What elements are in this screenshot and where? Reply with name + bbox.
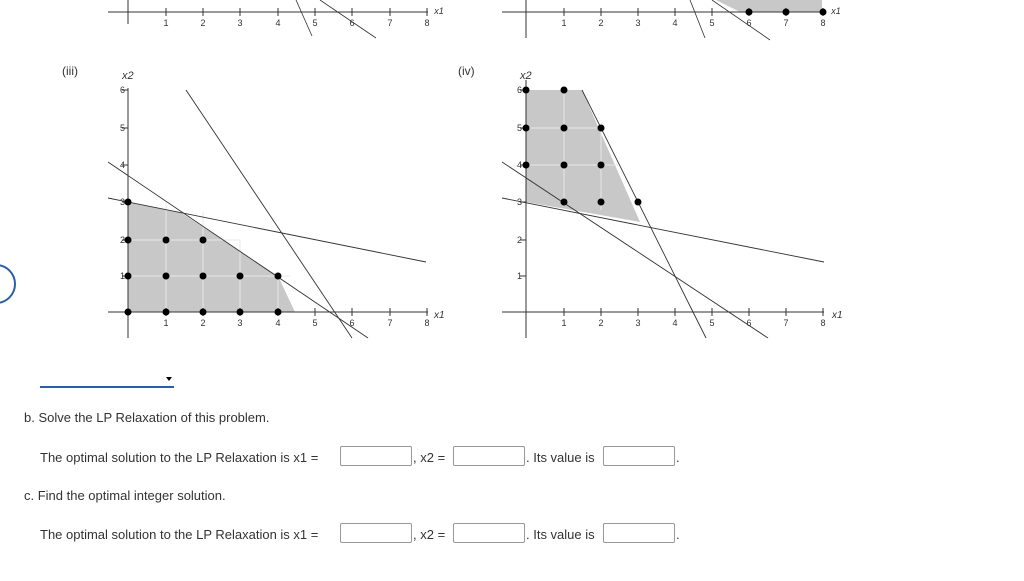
svg-text:6: 6 bbox=[746, 318, 752, 328]
graph-iii-label: (iii) bbox=[62, 64, 78, 78]
svg-text:7: 7 bbox=[783, 18, 789, 28]
svg-text:8: 8 bbox=[424, 318, 430, 328]
graph-iii-x2-label: x2 bbox=[122, 70, 134, 82]
svg-text:3: 3 bbox=[119, 197, 125, 207]
graph-iii-x1-label: x1 bbox=[434, 310, 445, 321]
top-left-graph-fragment bbox=[108, 0, 428, 38]
graph-select-dropdown[interactable] bbox=[40, 374, 174, 388]
svg-text:4: 4 bbox=[516, 160, 522, 170]
svg-text:2: 2 bbox=[598, 18, 604, 28]
question-c-value-label: . Its value is bbox=[526, 527, 595, 542]
graph-iii bbox=[108, 88, 428, 338]
svg-text:2: 2 bbox=[200, 318, 206, 328]
svg-text:4: 4 bbox=[275, 318, 281, 328]
question-c-sentence: The optimal solution to the LP Relaxation is x1 = bbox=[40, 527, 319, 542]
graph-iv bbox=[502, 80, 824, 338]
svg-text:3: 3 bbox=[516, 197, 522, 207]
question-c-x1-input[interactable] bbox=[340, 523, 412, 543]
graph-iv-x1-label: x1 bbox=[832, 310, 843, 321]
svg-text:5: 5 bbox=[709, 18, 715, 28]
svg-text:3: 3 bbox=[237, 18, 243, 28]
top-right-graph-fragment bbox=[502, 0, 824, 40]
question-b-value-label: . Its value is bbox=[526, 450, 595, 465]
question-c-end: . bbox=[676, 527, 680, 542]
svg-text:5: 5 bbox=[312, 18, 318, 28]
svg-text:6: 6 bbox=[119, 85, 125, 95]
svg-text:8: 8 bbox=[820, 18, 826, 28]
svg-text:1: 1 bbox=[119, 271, 125, 281]
question-b-x2-input[interactable] bbox=[453, 446, 525, 466]
svg-text:8: 8 bbox=[424, 18, 430, 28]
top-left-x1-label: x1 bbox=[434, 6, 444, 16]
svg-text:5: 5 bbox=[516, 123, 522, 133]
question-b-value-input[interactable] bbox=[603, 446, 675, 466]
svg-text:4: 4 bbox=[672, 18, 678, 28]
question-b-x2-label: , x2 = bbox=[413, 450, 446, 465]
question-b-sentence: The optimal solution to the LP Relaxation is x1 = bbox=[40, 450, 319, 465]
svg-text:3: 3 bbox=[237, 318, 243, 328]
svg-text:1: 1 bbox=[163, 318, 169, 328]
svg-text:2: 2 bbox=[598, 318, 604, 328]
svg-text:7: 7 bbox=[783, 318, 789, 328]
svg-text:7: 7 bbox=[387, 318, 393, 328]
svg-text:6: 6 bbox=[516, 85, 522, 95]
svg-text:2: 2 bbox=[119, 235, 125, 245]
svg-text:5: 5 bbox=[709, 318, 715, 328]
svg-text:1: 1 bbox=[163, 18, 169, 28]
question-c-prompt: c. Find the optimal integer solution. bbox=[24, 488, 226, 503]
svg-text:6: 6 bbox=[746, 18, 752, 28]
svg-text:4: 4 bbox=[275, 18, 281, 28]
question-b-end: . bbox=[676, 450, 680, 465]
svg-text:1: 1 bbox=[561, 318, 567, 328]
graph-iv-x2-label: x2 bbox=[520, 70, 532, 82]
question-c-x2-input[interactable] bbox=[453, 523, 525, 543]
top-right-x1-label: x1 bbox=[831, 6, 841, 16]
svg-text:1: 1 bbox=[516, 271, 522, 281]
svg-text:7: 7 bbox=[387, 18, 393, 28]
svg-text:5: 5 bbox=[119, 123, 125, 133]
svg-text:6: 6 bbox=[349, 18, 355, 28]
svg-text:3: 3 bbox=[635, 18, 641, 28]
graph-iv-feasible-region bbox=[526, 90, 640, 222]
svg-text:5: 5 bbox=[312, 318, 318, 328]
svg-text:4: 4 bbox=[672, 318, 678, 328]
graph-iv-label: (iv) bbox=[458, 64, 475, 78]
svg-text:4: 4 bbox=[119, 160, 125, 170]
question-c-x2-label: , x2 = bbox=[413, 527, 446, 542]
svg-text:8: 8 bbox=[820, 318, 826, 328]
svg-text:1: 1 bbox=[561, 18, 567, 28]
question-b-prompt: b. Solve the LP Relaxation of this problem. bbox=[24, 410, 270, 425]
svg-text:6: 6 bbox=[349, 318, 355, 328]
chevron-down-icon bbox=[166, 377, 172, 381]
question-c-value-input[interactable] bbox=[603, 523, 675, 543]
svg-text:2: 2 bbox=[200, 18, 206, 28]
svg-text:3: 3 bbox=[635, 318, 641, 328]
svg-text:2: 2 bbox=[516, 235, 522, 245]
question-b-x1-input[interactable] bbox=[340, 446, 412, 466]
